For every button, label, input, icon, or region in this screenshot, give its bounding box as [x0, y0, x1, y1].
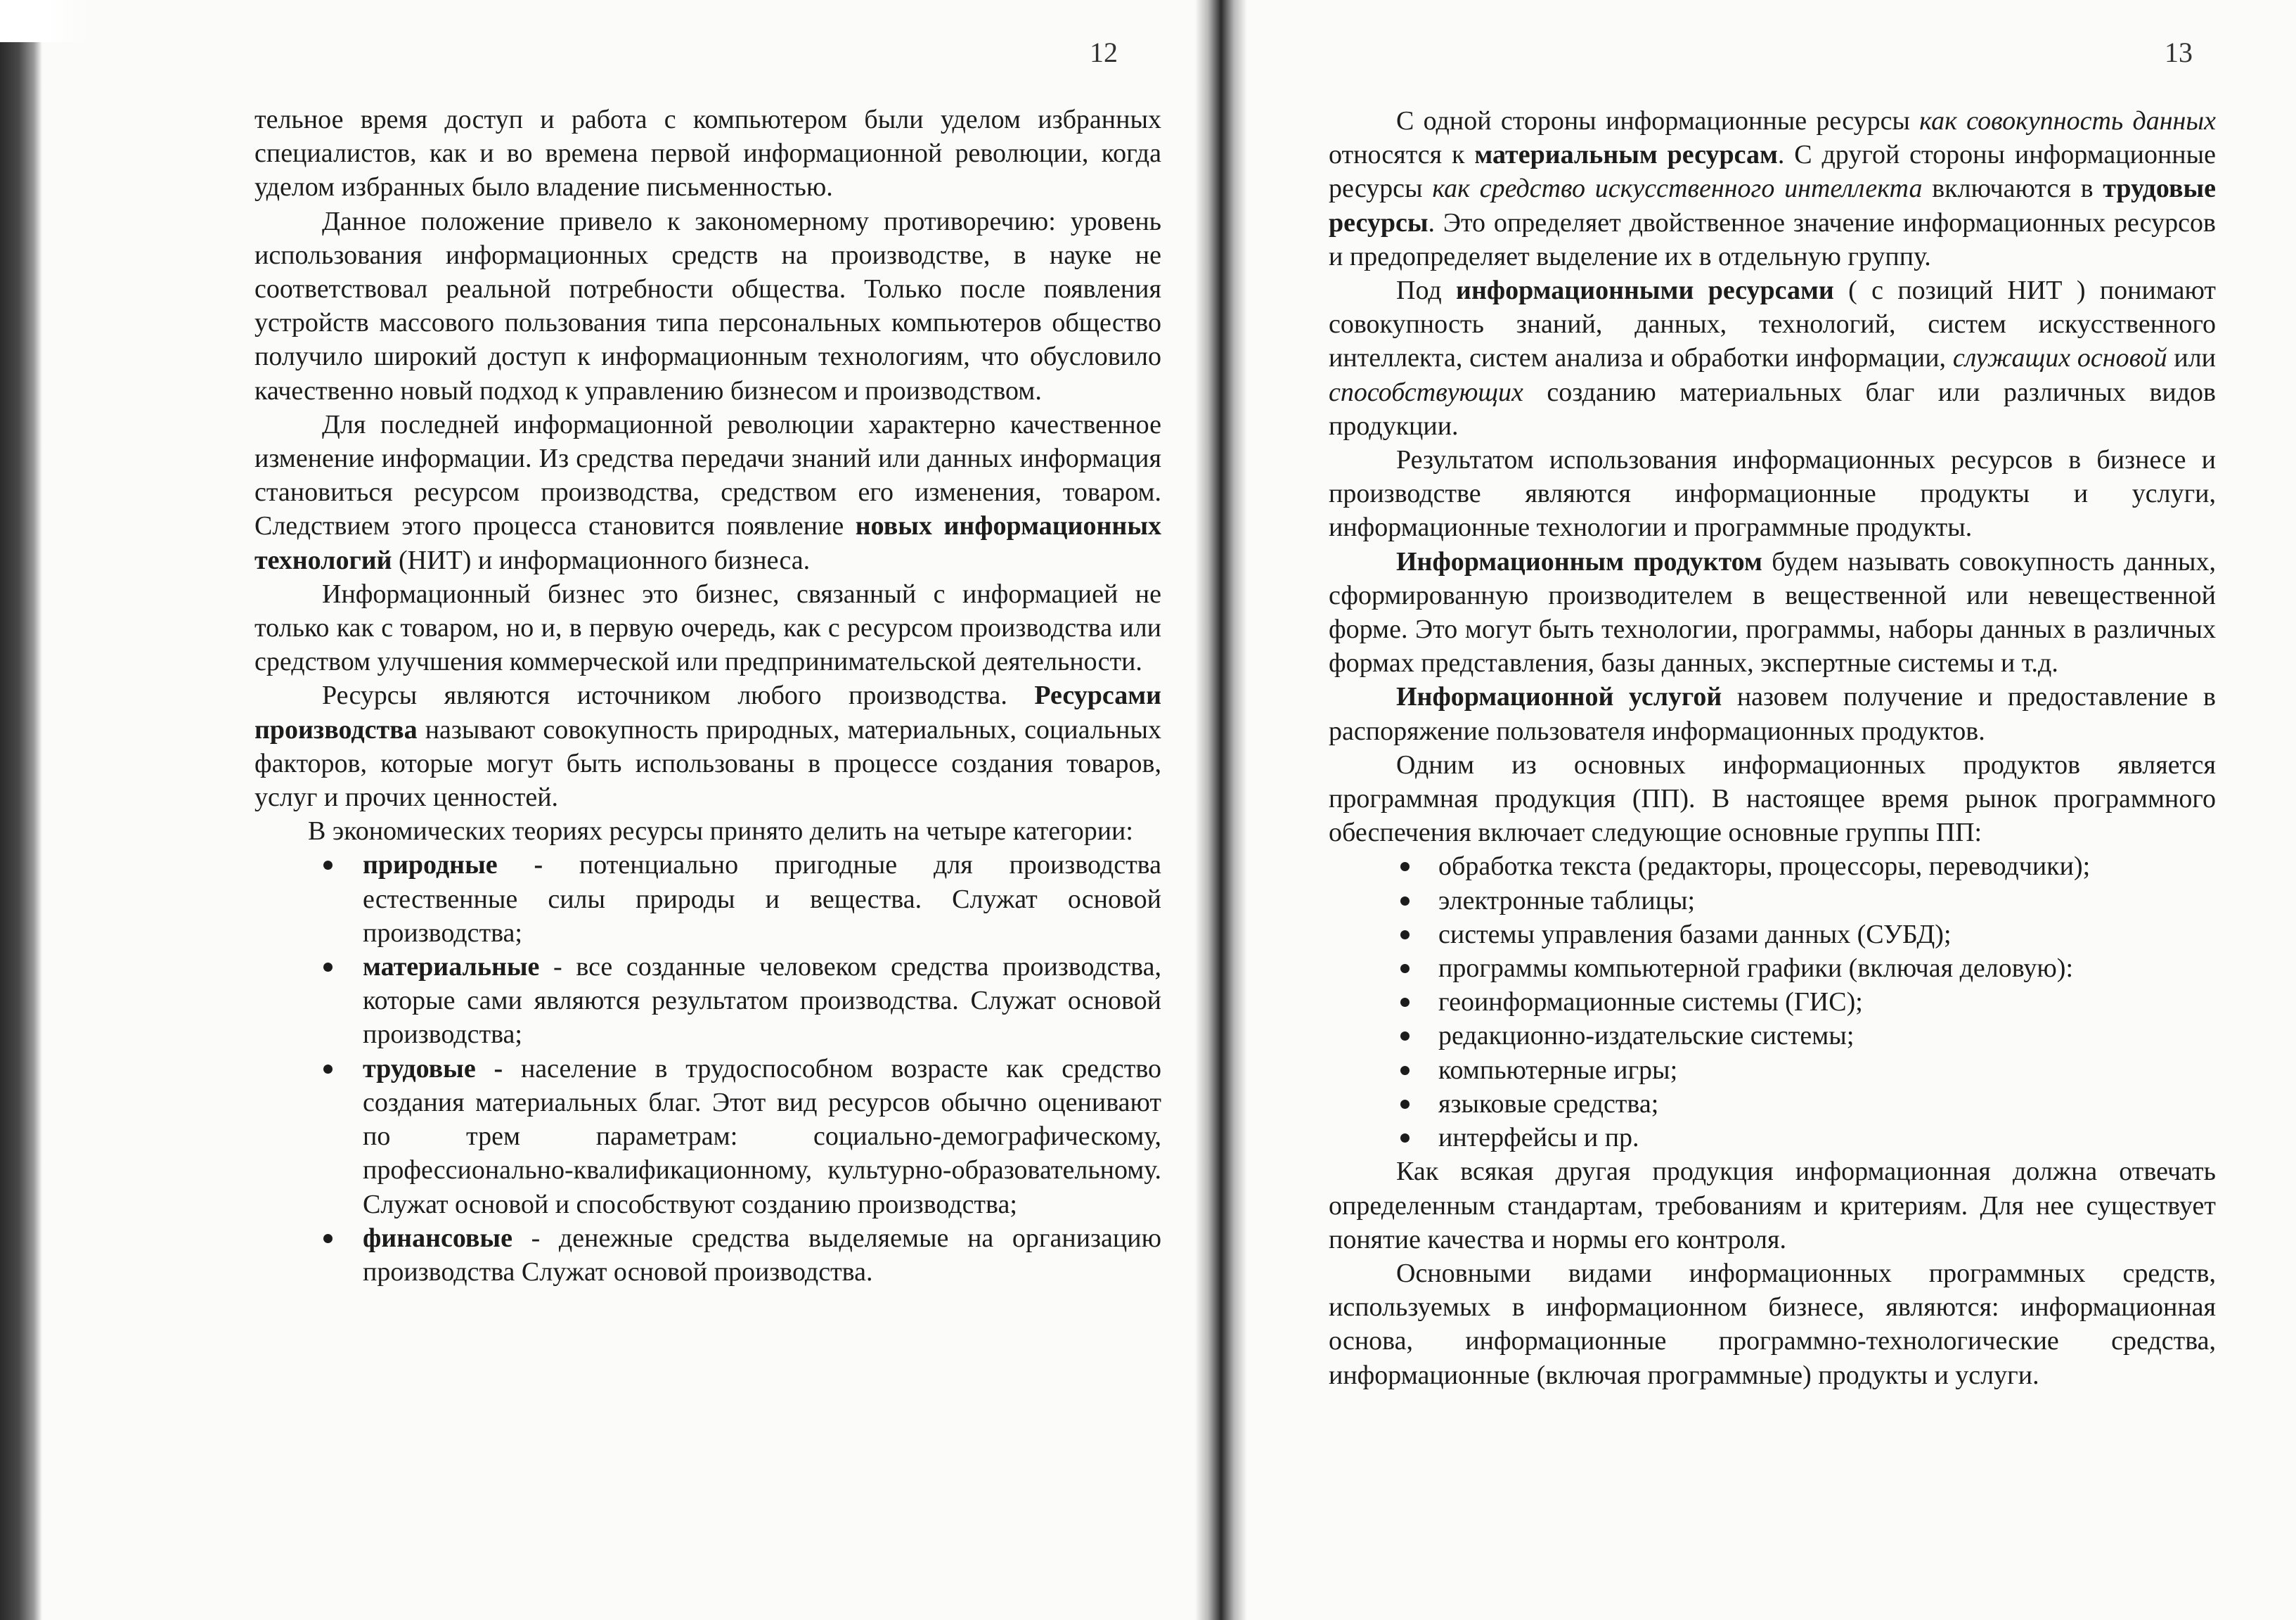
page-left [42, 0, 1195, 1620]
list-item-software-group: геоинформационные системы (ГИС); [1438, 985, 2216, 1019]
paragraph-left-6: В экономических теориях ресурсы принято делить на четыре категории: [308, 816, 1133, 847]
list-item-software-group: редакционно-издательские системы; [1438, 1019, 2216, 1053]
term-information-service: Информационной услугой [1396, 682, 1722, 712]
term-labor-resources: трудовые ресурсы [1329, 174, 2216, 238]
list-item-software-group: компьютерные игры; [1438, 1053, 2216, 1087]
paragraph-right-2: Под информационными ресурсами ( с позиций НИТ ) понимают совокупность знаний, данных, технологий, систем искусственного интеллекта, систем анализа и обработки информации, служащих основой или способствующих созданию материальных благ или различных видов продукции. [1329, 276, 2217, 441]
list-item-software-group: программы компьютерной графики (включая деловую): [1438, 951, 2216, 985]
page-number-left: 12 [1090, 37, 1118, 68]
paragraph-right-1: С одной стороны информационные ресурсы как совокупность данных относятся к материальным ресурсам. С другой стороны информационные ресурсы как средство искусственного интеллекта включаются в трудовые ресурсы. Это определяет двойственное значение информационных ресурсов и предопределяет выделение их в отдельную группу. [1329, 106, 2217, 271]
paragraph-right-3: Результатом использования информационных ресурсов в бизнесе и производстве являются информационные продукты и услуги, информационные технологии и программные продукты. [1329, 445, 2216, 543]
list-item-software-group: электронные таблицы; [1438, 884, 2216, 918]
list-item-material: материальные - все созданные человеком средства производства, которые сами являются результатом производства. Служат основой производства; [363, 950, 1161, 1052]
paragraph-left-3: Для последней информационной революции характерно качественное изменение информации. Из средства передачи знаний или данных информация становиться ресурсом производства, средством его изменения, товаром. Следствием этого процесса становится появление новых информационных технологий (НИТ) и информационного бизнеса. [254, 409, 1161, 575]
paragraph-right-4: Информационным продуктом будем называть совокупность данных, сформированную производителем в вещественной или невещественной форме. Это могут быть технологии, программы, наборы данных в различных формах представления, базы данных, экспертные системы и т.д. [1329, 546, 2216, 679]
list-item-labor: трудовые - население в трудоспособном возрасте как средство создания материальных благ. Этот вид ресурсов обычно оценивают по трем параметрам: социально-демографическому, профессионально-квалификационному, культурно-образовательному. Служат основой и способствуют созданию производства; [363, 1052, 1161, 1221]
term-resources-of-production: Ресурсами производства [254, 681, 1161, 745]
list-item-software-group: системы управления базами данных (СУБД); [1438, 918, 2216, 951]
paragraph-right-5: Информационной услугой назовем получение и предоставление в распоряжение пользователя информационных продуктов. [1329, 682, 2216, 746]
paragraph-left-2: Данное положение привело к закономерному противоречию: уровень использования информационных средств на производстве, в науке не соответствовал реальной потребности общества. Только после появления устройств массового пользования типа персональных компьютеров общество получило широкий доступ к информационным технологиям, что обусловило качественно новый подход к управлению бизнесом и производством. [254, 206, 1161, 406]
list-item-software-group: интерфейсы и пр. [1438, 1121, 2216, 1155]
software-groups-list [1329, 849, 2216, 1155]
paragraph-right-6: Одним из основных информационных продуктов является программная продукция (ПП). В настоящее время рынок программного обеспечения включает следующие основные группы ПП: [1329, 750, 2216, 848]
paragraph-left-5: Ресурсы являются источником любого производства. Ресурсами производства называют совокупность природных, материальных, социальных факторов, которые могут быть использованы в процессе создания товаров, услуг и прочих ценностей. [254, 681, 1161, 813]
resource-categories-list [254, 848, 1161, 1289]
page-right-text [1329, 104, 2216, 1392]
list-item-natural: природные - потенциально пригодные для производства естественные силы природы и вещества. Служат основой производства; [363, 848, 1161, 950]
term-nit: новых информационных технологий [254, 511, 1161, 575]
list-item-software-group: языковые средства; [1438, 1087, 2216, 1121]
page-number-right: 13 [2165, 37, 2193, 68]
paragraph-right-8: Основными видами информационных программных средств, используемых в информационном бизнесе, являются: информационная основа, информационные программно-технологические средства, информационные (включая программные) продукты и услуги. [1329, 1258, 2216, 1390]
term-information-product: Информационным продуктом [1396, 546, 1762, 577]
book-left-edge-shadow [0, 0, 42, 1620]
paragraph-right-7: Как всякая другая продукция информационная должна отвечать определенным стандартам, требованиям и критериям. Для нее существует понятие качества и нормы его контроля. [1329, 1157, 2216, 1254]
term-material-resources: материальным ресурсам [1474, 140, 1778, 170]
paragraph-left-1: тельное время доступ и работа с компьютером были уделом избранных специалистов, как и во времена первой информационной революции, когда уделом избранных было владение письменностью. [254, 105, 1161, 202]
page-left-text [254, 103, 1161, 1289]
book-spine-gutter [1195, 0, 1247, 1620]
page-right [1247, 0, 2296, 1620]
list-item-software-group: обработка текста (редакторы, процессоры, переводчики); [1438, 849, 2216, 883]
paragraph-left-4: Информационный бизнес это бизнес, связанный с информацией не только как с товаром, но и, в первую очередь, как с ресурсом производства или средством улучшения коммерческой или предпринимательской деятельности. [254, 579, 1161, 677]
term-information-resources: информационными ресурсами [1456, 276, 1834, 306]
list-item-financial: финансовые - денежные средства выделяемые на организацию производства Служат основой производства. [363, 1221, 1161, 1289]
